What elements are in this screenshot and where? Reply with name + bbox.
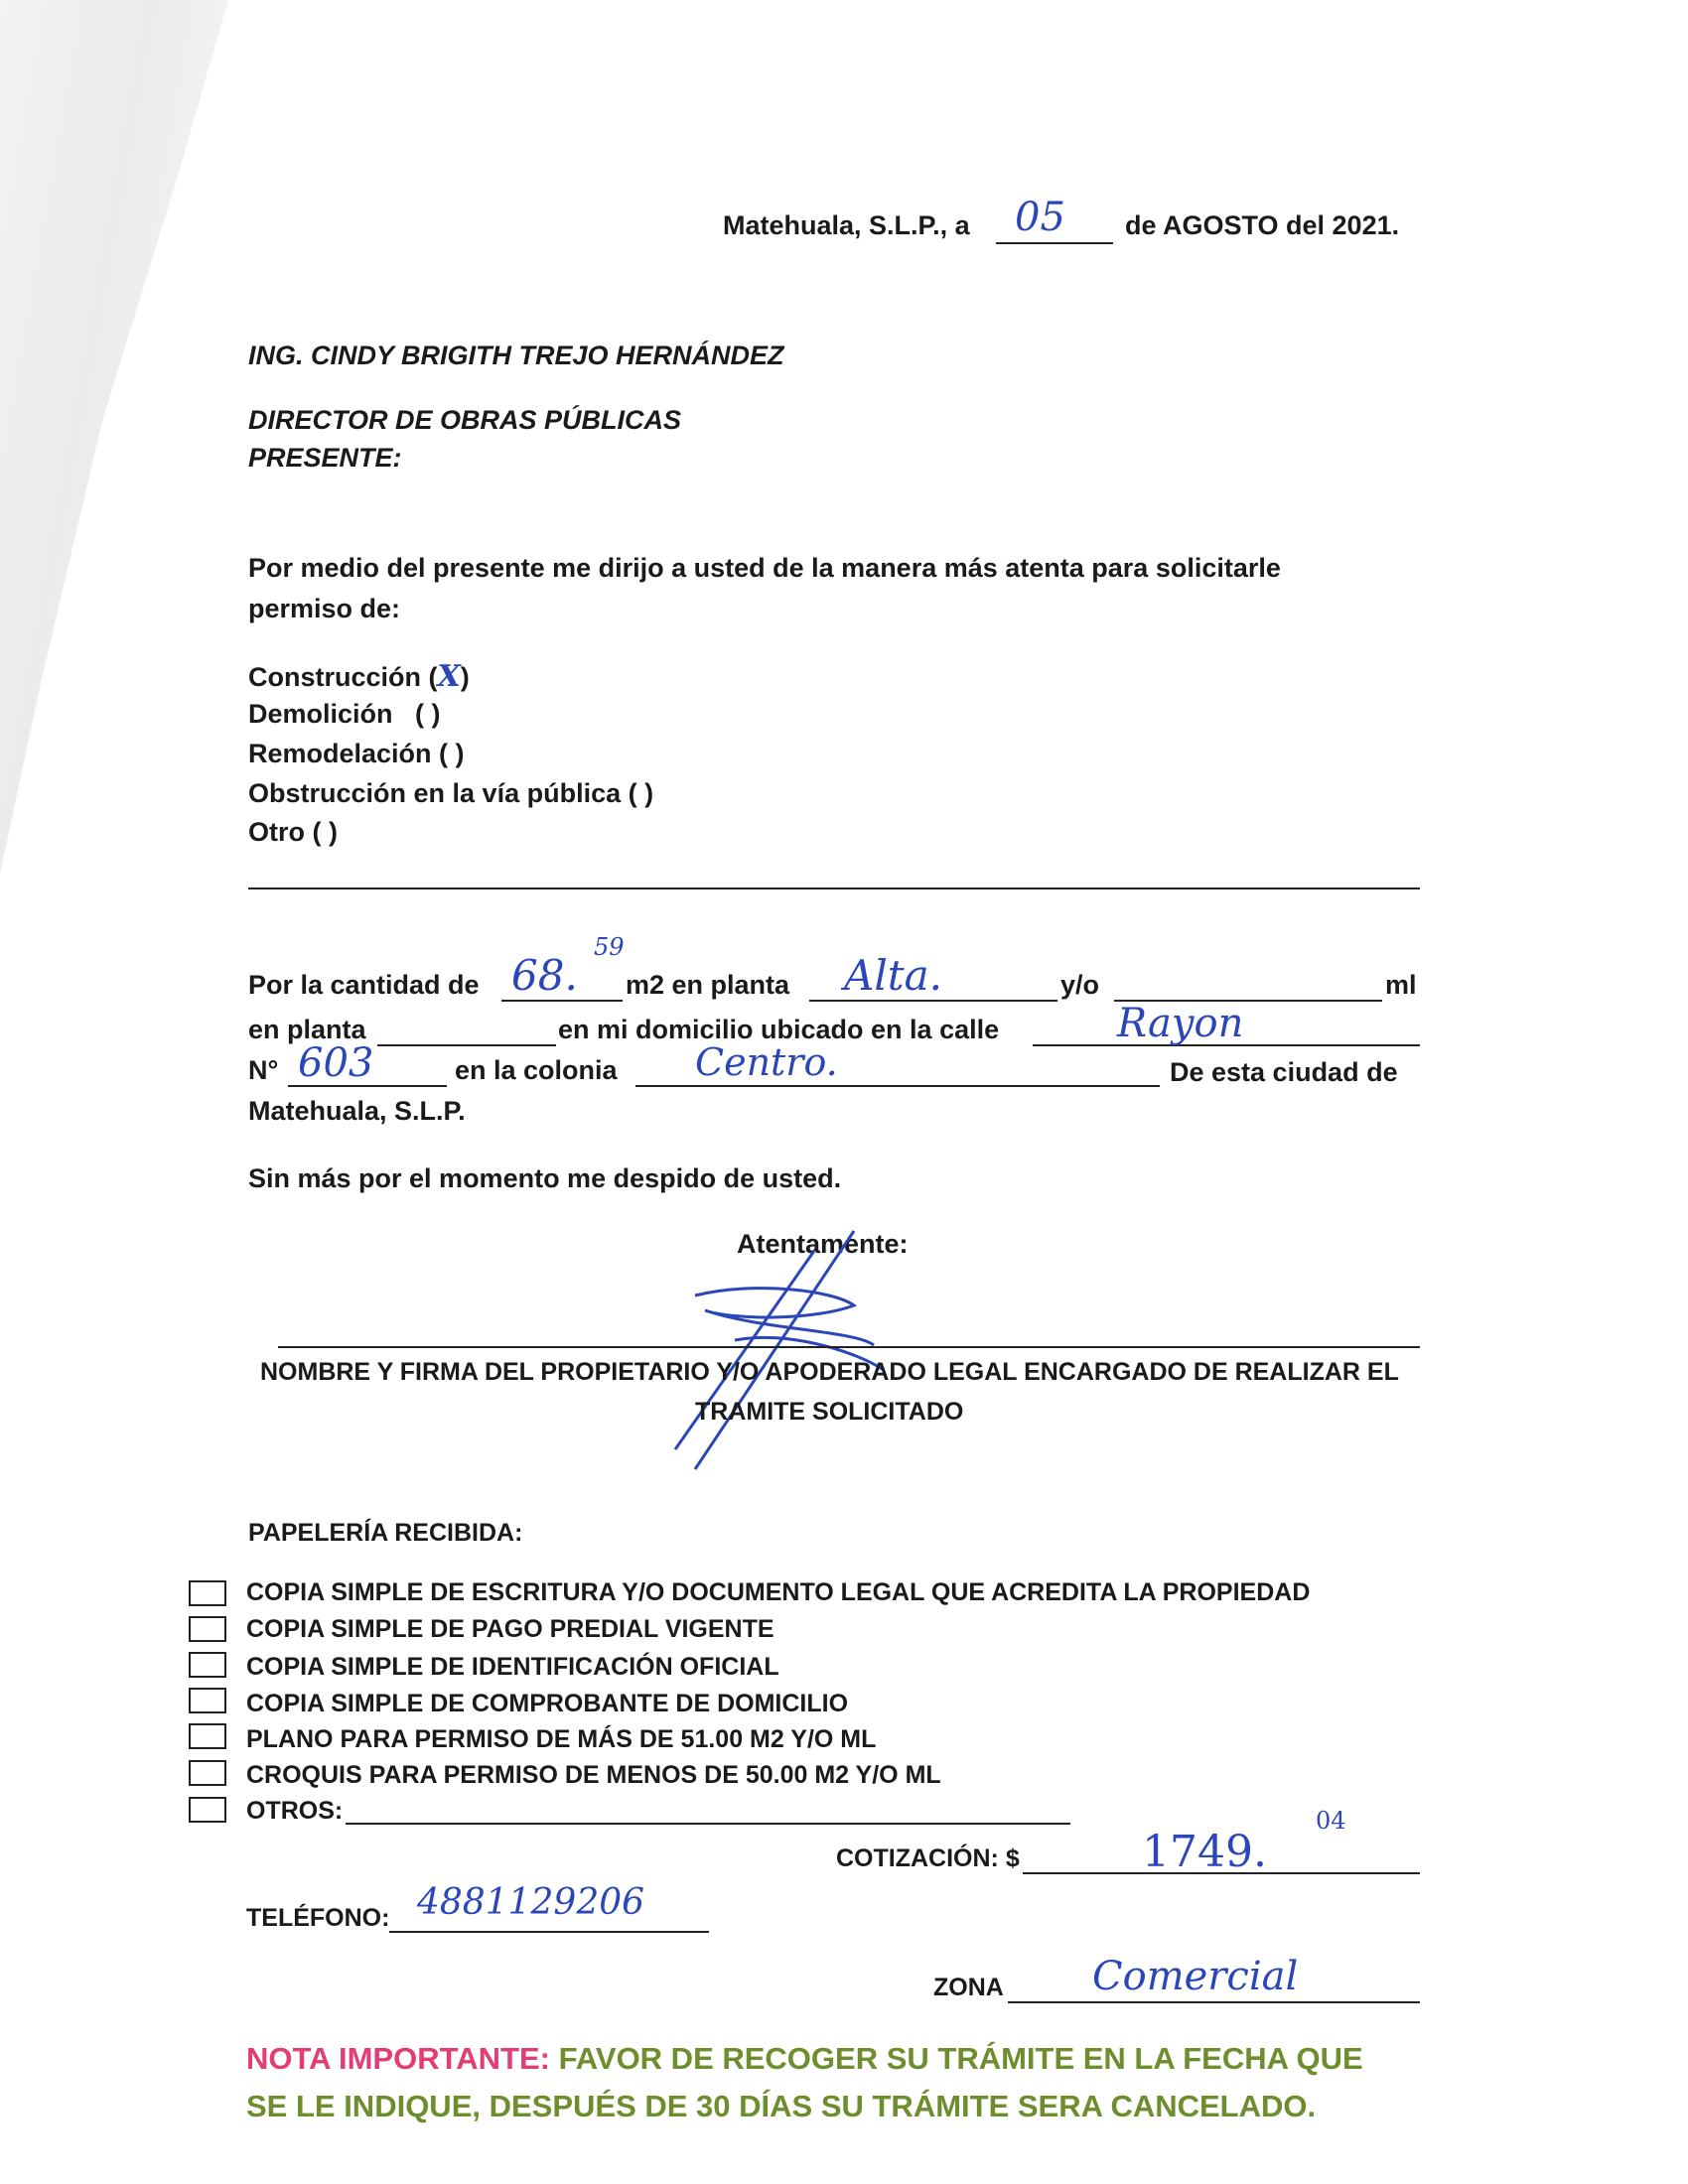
planta-value: Alta.	[844, 951, 943, 1000]
telefono-label: TELÉFONO:	[246, 1904, 390, 1932]
intro-line-1: Por medio del presente me dirijo a usted de la manera más atenta para solicitarle	[248, 553, 1281, 583]
colonia-line	[635, 1085, 1160, 1087]
en-planta: en planta	[248, 1015, 366, 1044]
cotizacion-cents: 04	[1316, 1807, 1346, 1835]
checkbox-predial[interactable]	[189, 1616, 226, 1642]
item-escritura: COPIA SIMPLE DE ESCRITURA Y/O DOCUMENTO LEGAL QUE ACREDITA LA PROPIEDAD	[246, 1578, 1311, 1606]
option-construccion	[248, 659, 470, 694]
option-demolicion-label: Demolición	[248, 699, 393, 729]
nota-label: NOTA IMPORTANTE:	[246, 2041, 550, 2076]
option-construccion-close: )	[460, 662, 470, 692]
zona-value: Comercial	[1092, 1954, 1299, 1999]
ml-label: ml	[1385, 970, 1417, 1000]
option-remodelacion: Remodelación ( )	[248, 739, 465, 768]
calle-value: Rayon	[1117, 1001, 1244, 1046]
m2-planta: m2 en planta	[626, 970, 790, 1000]
numero-value: 603	[298, 1040, 374, 1086]
checkbox-identificacion[interactable]	[189, 1652, 226, 1678]
colonia-label: en la colonia	[455, 1055, 618, 1085]
item-croquis: CROQUIS PARA PERMISO DE MENOS DE 50.00 M2 Y/O ML	[246, 1761, 941, 1789]
folded-corner	[0, 0, 228, 874]
cantidad-line	[501, 1000, 623, 1002]
checkbox-plano[interactable]	[189, 1723, 226, 1749]
nota-text-1: FAVOR DE RECOGER SU TRÁMITE EN LA FECHA QUE	[558, 2041, 1363, 2076]
cantidad-label: Por la cantidad de	[248, 970, 480, 1000]
domicilio-label: en mi domicilio ubicado en la calle	[558, 1015, 1000, 1044]
construccion-x-mark: X	[437, 659, 461, 694]
nota-line-1	[246, 2041, 1363, 2077]
ciudad-label: De esta ciudad de	[1170, 1057, 1398, 1087]
telefono-line	[389, 1931, 709, 1933]
firma-caption-line1: NOMBRE Y FIRMA DEL PROPIETARIO Y/O APODERADO LEGAL ENCARGADO DE REALIZAR EL	[260, 1358, 1399, 1386]
item-predial: COPIA SIMPLE DE PAGO PREDIAL VIGENTE	[246, 1615, 774, 1643]
otros-line	[346, 1823, 1070, 1825]
checkbox-croquis[interactable]	[189, 1760, 226, 1786]
zona-line	[1008, 2001, 1420, 2003]
option-demolicion	[248, 699, 441, 730]
month-year: de AGOSTO del 2021.	[1125, 210, 1400, 240]
item-otros: OTROS:	[246, 1797, 344, 1825]
otro-line	[248, 887, 1420, 889]
addressee-name: ING. CINDY BRIGITH TREJO HERNÁNDEZ	[248, 341, 784, 370]
addressee-title: DIRECTOR DE OBRAS PÚBLICAS	[248, 405, 682, 435]
nota-text-2: SE LE INDIQUE, DESPUÉS DE 30 DÍAS SU TRÁMITE SERA CANCELADO.	[246, 2089, 1317, 2123]
atentamente: Atentamente:	[737, 1229, 909, 1259]
signature-line	[278, 1346, 1420, 1348]
day-line	[996, 242, 1113, 244]
planta-line	[809, 1000, 1057, 1002]
colonia-value: Centro.	[695, 1040, 838, 1084]
en-planta-line	[377, 1044, 556, 1046]
option-demolicion-box: ( )	[415, 699, 441, 729]
checkbox-domicilio[interactable]	[189, 1688, 226, 1713]
option-construccion-label: Construcción (	[248, 662, 438, 692]
numero-label: N°	[248, 1055, 279, 1085]
addressee-presente: PRESENTE:	[248, 443, 402, 473]
item-plano: PLANO PARA PERMISO DE MÁS DE 51.00 M2 Y/O ML	[246, 1725, 877, 1753]
papeleria-title: PAPELERÍA RECIBIDA:	[248, 1519, 523, 1547]
place-date-prefix: Matehuala, S.L.P., a	[723, 210, 970, 240]
cantidad-sup: 59	[594, 933, 625, 961]
item-identificacion: COPIA SIMPLE DE IDENTIFICACIÓN OFICIAL	[246, 1653, 779, 1681]
cotizacion-value: 1749.	[1142, 1827, 1267, 1877]
yo-label: y/o	[1060, 970, 1100, 1000]
ciudad-name: Matehuala, S.L.P.	[248, 1096, 466, 1126]
firma-caption-line2: TRAMITE SOLICITADO	[695, 1398, 964, 1426]
cotizacion-label: COTIZACIÓN: $	[836, 1844, 1020, 1872]
signature-scribble	[556, 1221, 973, 1479]
zona-label: ZONA	[933, 1974, 1004, 2001]
closing-line: Sin más por el momento me despido de usted.	[248, 1163, 842, 1193]
option-obstruccion: Obstrucción en la vía pública ( )	[248, 778, 654, 808]
option-otro: Otro ( )	[248, 817, 338, 847]
checkbox-escritura[interactable]	[189, 1580, 226, 1606]
item-domicilio: COPIA SIMPLE DE COMPROBANTE DE DOMICILIO	[246, 1690, 849, 1717]
checkbox-otros[interactable]	[189, 1797, 226, 1823]
telefono-value: 4881129206	[417, 1882, 645, 1923]
day-value: 05	[1015, 195, 1065, 240]
cantidad-value: 68.	[511, 951, 578, 1000]
intro-line-2: permiso de:	[248, 594, 401, 623]
